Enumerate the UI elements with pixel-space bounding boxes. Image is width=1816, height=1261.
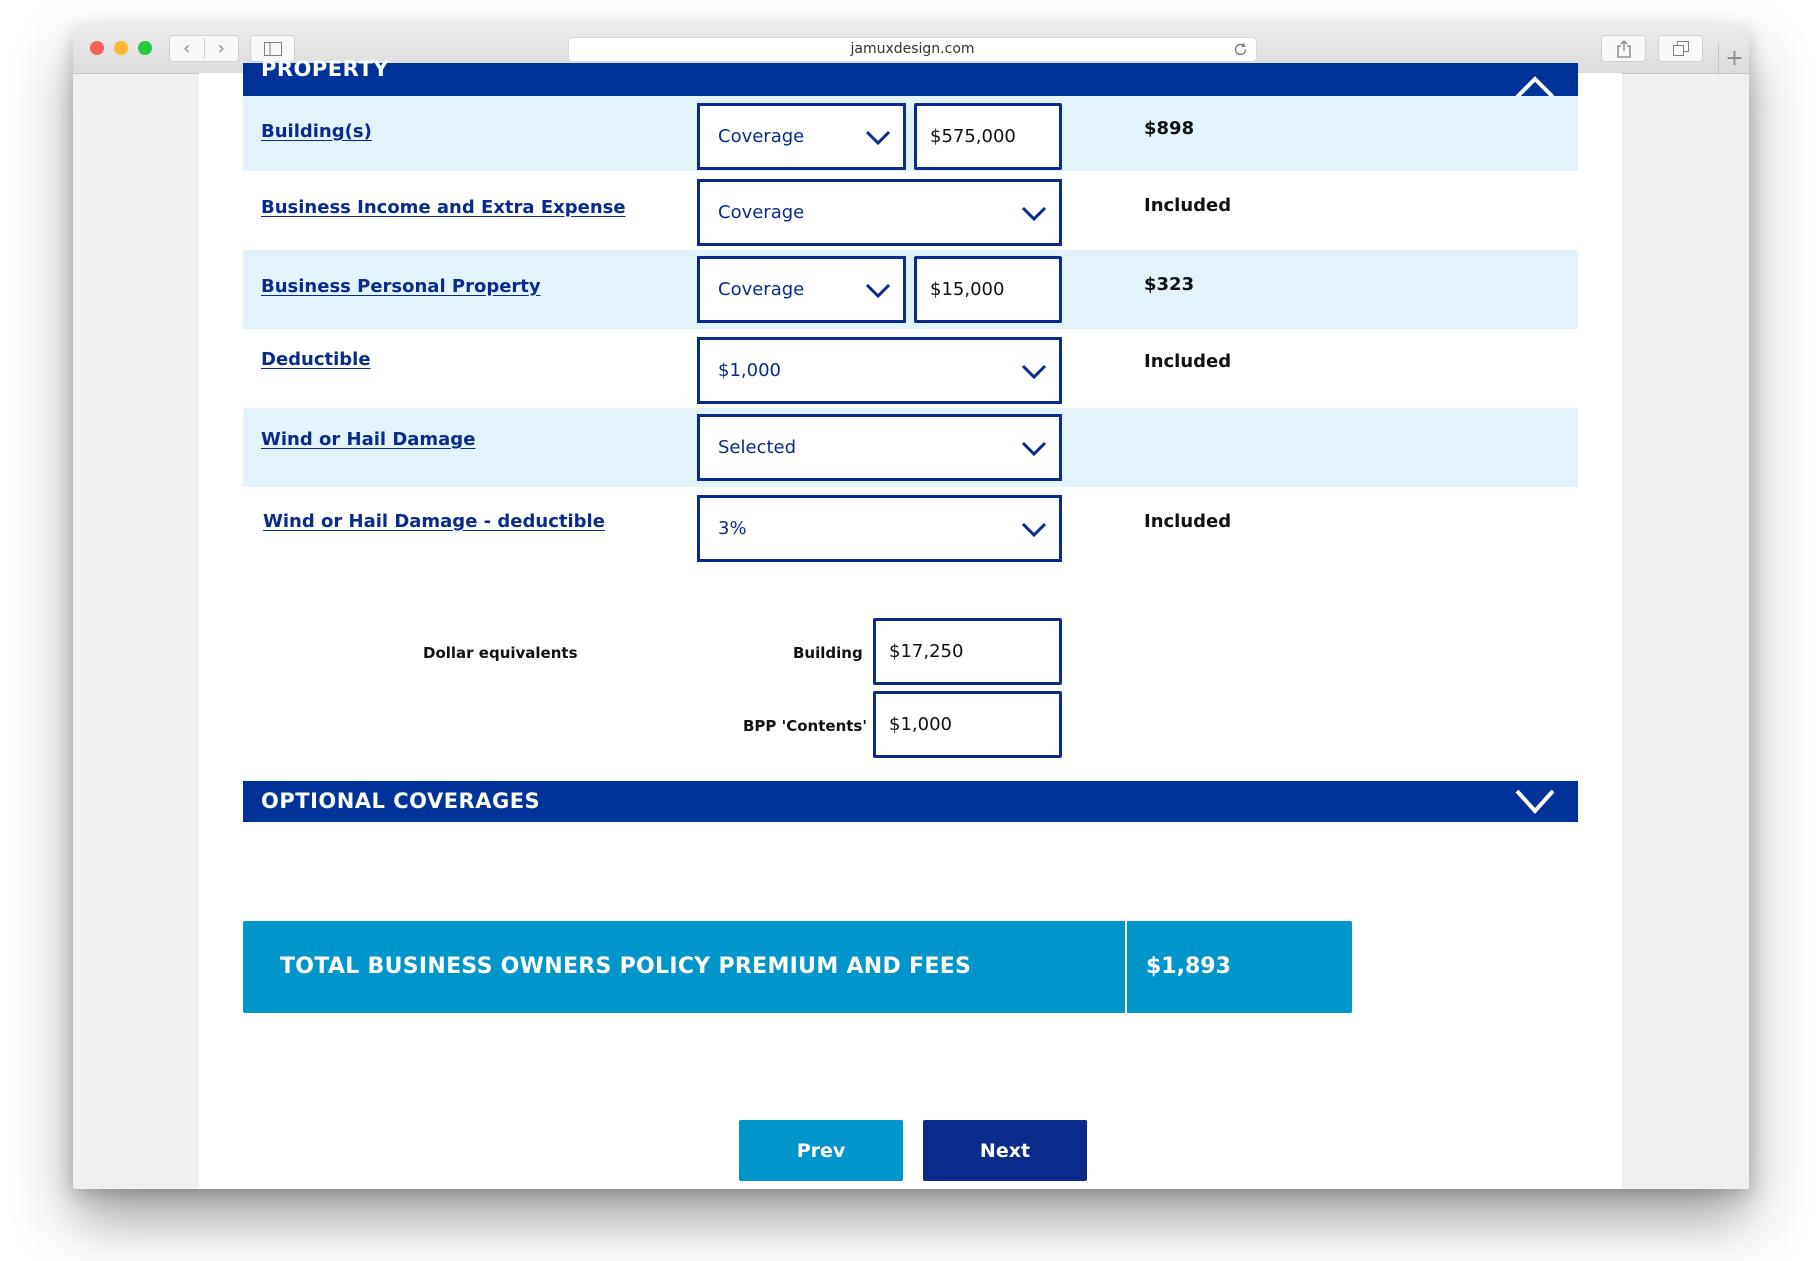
wind-hail-deductible-link[interactable]: Wind or Hail Damage - deductible (263, 511, 605, 532)
input-value: $15,000 (930, 279, 1005, 300)
prev-button[interactable]: Prev (739, 1120, 903, 1181)
building-equivalent-label: Building (793, 644, 863, 662)
row-wind-hail-deductible (243, 487, 1578, 566)
share-icon (1617, 40, 1631, 58)
chevron-down-icon (865, 279, 891, 301)
bpp-coverage-select[interactable] (697, 256, 906, 323)
chevron-down-icon (1021, 202, 1047, 224)
sidebar-icon (264, 42, 282, 56)
web-page (199, 57, 1622, 1189)
chevron-down-icon (1021, 518, 1047, 540)
total-divider (1125, 921, 1127, 1013)
input-value: $1,000 (889, 714, 952, 735)
select-value: Coverage (718, 202, 805, 223)
wind-hail-deductible-select[interactable] (697, 495, 1062, 562)
contents-equivalent-input[interactable] (873, 691, 1062, 758)
url-text: jamuxdesign.com (850, 41, 975, 57)
row-deductible (243, 329, 1578, 408)
chevron-down-icon (1021, 360, 1047, 382)
bpp-premium: $323 (1144, 274, 1195, 295)
building-equivalent-input[interactable] (873, 618, 1062, 685)
next-button[interactable]: Next (923, 1120, 1087, 1181)
plus-icon: + (1725, 45, 1744, 71)
dollar-equivalents-label: Dollar equivalents (423, 644, 578, 662)
zoom-window-button[interactable] (138, 41, 152, 55)
optional-coverages-header[interactable] (243, 781, 1578, 822)
input-value: $17,250 (889, 641, 964, 662)
address-bar[interactable] (568, 37, 1257, 62)
new-tab-button[interactable] (1718, 43, 1749, 73)
total-premium-banner (243, 921, 1352, 1013)
tab-overview-button[interactable] (1658, 35, 1703, 62)
history-nav-group (169, 35, 239, 62)
close-window-button[interactable] (90, 41, 104, 55)
buildings-coverage-select[interactable] (697, 103, 906, 170)
select-value: $1,000 (718, 360, 781, 381)
row-business-income (243, 171, 1578, 250)
chevron-down-icon (1021, 437, 1047, 459)
select-value: Coverage (718, 279, 805, 300)
contents-equivalent-label: BPP 'Contents' (743, 717, 867, 735)
deductible-premium: Included (1144, 351, 1232, 372)
business-income-coverage-select[interactable] (697, 179, 1062, 246)
buildings-premium: $898 (1144, 118, 1195, 139)
property-section-header[interactable] (243, 57, 1578, 96)
section-title: OPTIONAL COVERAGES (261, 789, 541, 813)
bpp-amount-input[interactable] (914, 256, 1062, 323)
browser-window (73, 25, 1749, 1189)
business-income-link[interactable]: Business Income and Extra Expense (261, 197, 626, 218)
total-premium-label: TOTAL BUSINESS OWNERS POLICY PREMIUM AND FEES (280, 954, 972, 979)
buildings-link[interactable]: Building(s) (261, 121, 372, 142)
select-value: 3% (718, 518, 747, 539)
reload-icon[interactable] (1233, 42, 1248, 57)
share-button[interactable] (1601, 35, 1646, 62)
total-premium-amount: $1,893 (1146, 954, 1231, 979)
back-icon[interactable]: ‹ (183, 38, 191, 59)
tabs-icon (1673, 41, 1689, 56)
forward-icon[interactable]: › (204, 38, 239, 59)
wind-hail-deductible-premium: Included (1144, 511, 1232, 532)
deductible-select[interactable] (697, 337, 1062, 404)
minimize-window-button[interactable] (114, 41, 128, 55)
row-wind-hail (243, 408, 1578, 487)
section-title: PROPERTY (261, 57, 389, 81)
row-buildings (243, 96, 1578, 171)
select-value: Selected (718, 437, 797, 458)
chevron-down-icon (865, 126, 891, 148)
business-personal-property-link[interactable]: Business Personal Property (261, 276, 541, 297)
buildings-amount-input[interactable] (914, 103, 1062, 170)
row-business-personal-property (243, 250, 1578, 329)
input-value: $575,000 (930, 126, 1016, 147)
wind-hail-link[interactable]: Wind or Hail Damage (261, 429, 476, 450)
deductible-link[interactable]: Deductible (261, 349, 371, 370)
expand-icon[interactable] (1512, 781, 1558, 822)
select-value: Coverage (718, 126, 805, 147)
wind-hail-select[interactable] (697, 414, 1062, 481)
business-income-premium: Included (1144, 195, 1232, 216)
